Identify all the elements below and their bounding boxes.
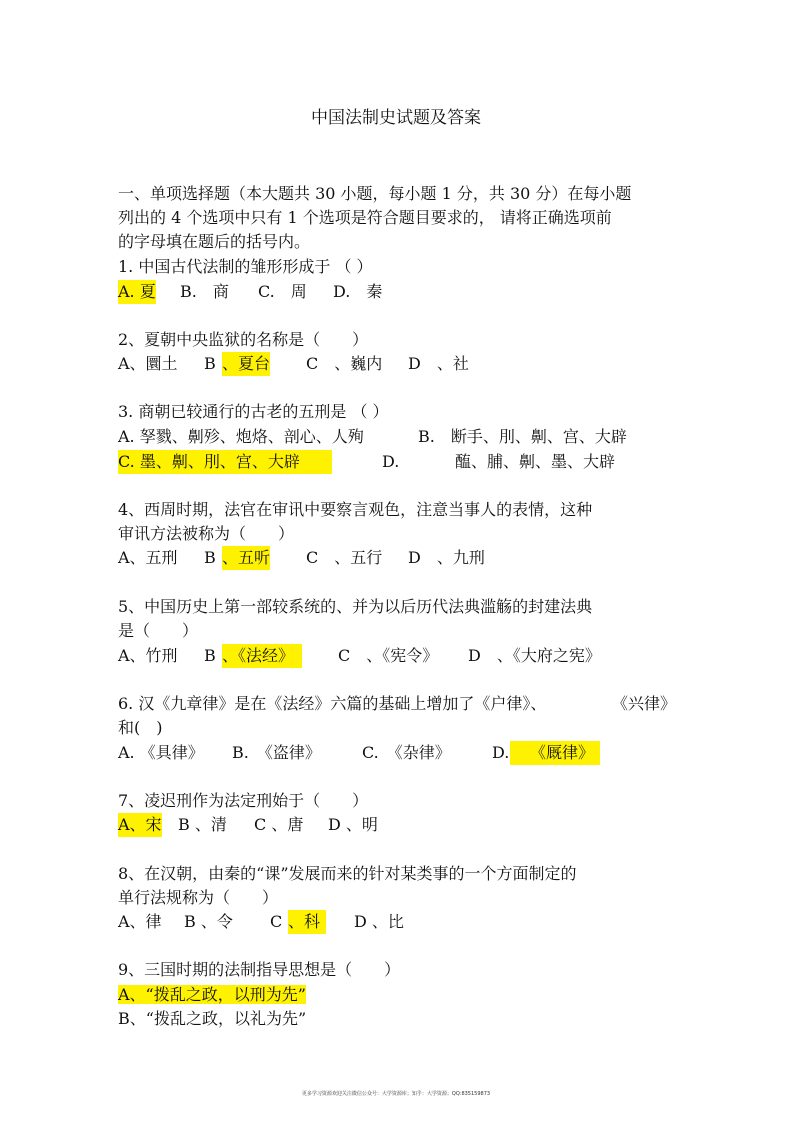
q6-option-b: B. 《盗律》 bbox=[232, 743, 321, 762]
q7-option-a-answer: A、宋 bbox=[118, 813, 162, 837]
question-5-stem-line-1: 5、中国历史上第一部较系统的、并为以后历代法典滥觞的封建法典 bbox=[118, 597, 593, 616]
q6-option-d-answer: 《厩律》 bbox=[510, 741, 600, 765]
question-9-stem: 9、三国时期的法制指导思想是（ ） bbox=[118, 960, 401, 979]
q5-option-b-answer: 、《法经》 bbox=[222, 644, 302, 668]
q3-option-a: A. 孥戮、劓殄、炮烙、剖心、人殉 bbox=[118, 427, 364, 446]
q4-option-b-answer: 、五听 bbox=[222, 546, 270, 570]
q6-option-a: A. 《具律》 bbox=[118, 743, 204, 762]
q8-option-c-letter: C bbox=[270, 912, 283, 931]
q6-option-c: C. 《杂律》 bbox=[362, 743, 451, 762]
q8-option-a: A、律 bbox=[118, 912, 162, 931]
q5-option-b-letter: B bbox=[204, 646, 216, 665]
q5-option-d: D 、《大府之宪》 bbox=[468, 646, 601, 665]
q2-option-b-answer: 、夏台 bbox=[222, 352, 270, 376]
intro-line-2: 列出的 4 个选项中只有 1 个选项是符合题目要求的， 请将正确选项前 bbox=[118, 208, 612, 227]
intro-line-1: 一、单项选择题（本大题共 30 小题，每小题 1 分，共 30 分）在每小题 bbox=[118, 184, 632, 203]
question-6-stem-line-2: 和( ) bbox=[118, 718, 163, 737]
q8-option-c-answer: 、科 bbox=[288, 910, 326, 934]
q4-option-a: A、五刑 bbox=[118, 548, 178, 567]
question-9-option-a-row bbox=[118, 983, 306, 1007]
q3-option-d-letter: D. bbox=[382, 452, 400, 471]
q3-option-b: B. 断手、刖、劓、宫、大辟 bbox=[418, 427, 627, 446]
question-3-stem: 3. 商朝已较通行的古老的五刑是 （ ） bbox=[118, 402, 389, 421]
q2-option-d: D 、社 bbox=[408, 354, 469, 373]
q5-option-c: C 、《宪令》 bbox=[338, 646, 439, 665]
q5-option-a: A、竹刑 bbox=[118, 646, 178, 665]
page-title: 中国法制史试题及答案 bbox=[311, 108, 481, 128]
q8-option-d: D 、比 bbox=[354, 912, 404, 931]
q9-option-a-answer: A、“拨乱之政，以刑为先” bbox=[118, 985, 306, 1004]
q1-option-a-answer: A. 夏 bbox=[118, 280, 156, 304]
question-6-stem-line-1: 6. 汉《九章律》是在《法经》六篇的基础上增加了《户律》、 bbox=[118, 694, 547, 713]
q3-option-d: 醢、脯、劓、墨、大辟 bbox=[455, 452, 616, 471]
q3-option-c-answer: C. 墨、劓、刖、宫、大辟 bbox=[118, 450, 332, 474]
q7-option-d: D 、明 bbox=[328, 815, 378, 834]
question-8-stem-line-2: 单行法规称为（ ） bbox=[118, 888, 279, 907]
q7-option-c: C 、唐 bbox=[254, 815, 304, 834]
question-9-option-b: B、“拨乱之政，以礼为先” bbox=[118, 1009, 307, 1028]
question-1-stem: 1. 中国古代法制的雏形形成于 （ ） bbox=[118, 257, 373, 276]
q2-option-a: A、圜土 bbox=[118, 354, 178, 373]
question-4-stem-line-2: 审讯方法被称为（ ） bbox=[118, 524, 295, 543]
q6-option-d-letter: D. bbox=[492, 743, 510, 762]
q4-option-b-letter: B bbox=[204, 548, 216, 567]
question-7-stem: 7、凌迟刑作为法定刑始于（ ） bbox=[118, 791, 369, 810]
question-6-stem-tail: 《兴律》 bbox=[612, 694, 677, 713]
question-8-stem-line-1: 8、在汉朝，由秦的“课”发展而来的针对某类事的一个方面制定的 bbox=[118, 864, 577, 883]
q4-option-c: C 、五行 bbox=[306, 548, 383, 567]
q2-option-c: C 、巍内 bbox=[306, 354, 383, 373]
intro-line-3: 的字母填在题后的括号内。 bbox=[118, 232, 311, 251]
question-4-stem-line-1: 4、西周时期，法官在审讯中要察言观色，注意当事人的表情，这种 bbox=[118, 500, 593, 519]
q8-option-b: B 、令 bbox=[184, 912, 233, 931]
question-2-stem: 2、夏朝中央监狱的名称是（ ） bbox=[118, 330, 369, 349]
q4-option-d: D 、九刑 bbox=[408, 548, 485, 567]
q7-option-b: B 、清 bbox=[178, 815, 227, 834]
page-footer: 更多学习资源欢迎关注微信公众号：大学资源库；知乎：大学资源；QQ:835159873 bbox=[301, 1091, 491, 1097]
q1-option-b: B. 商 bbox=[180, 282, 229, 301]
q2-option-b-letter: B bbox=[204, 354, 216, 373]
q1-option-d: D. 秦 bbox=[333, 282, 383, 301]
question-5-stem-line-2: 是（ ） bbox=[118, 621, 199, 640]
q1-option-c: C. 周 bbox=[258, 282, 307, 301]
